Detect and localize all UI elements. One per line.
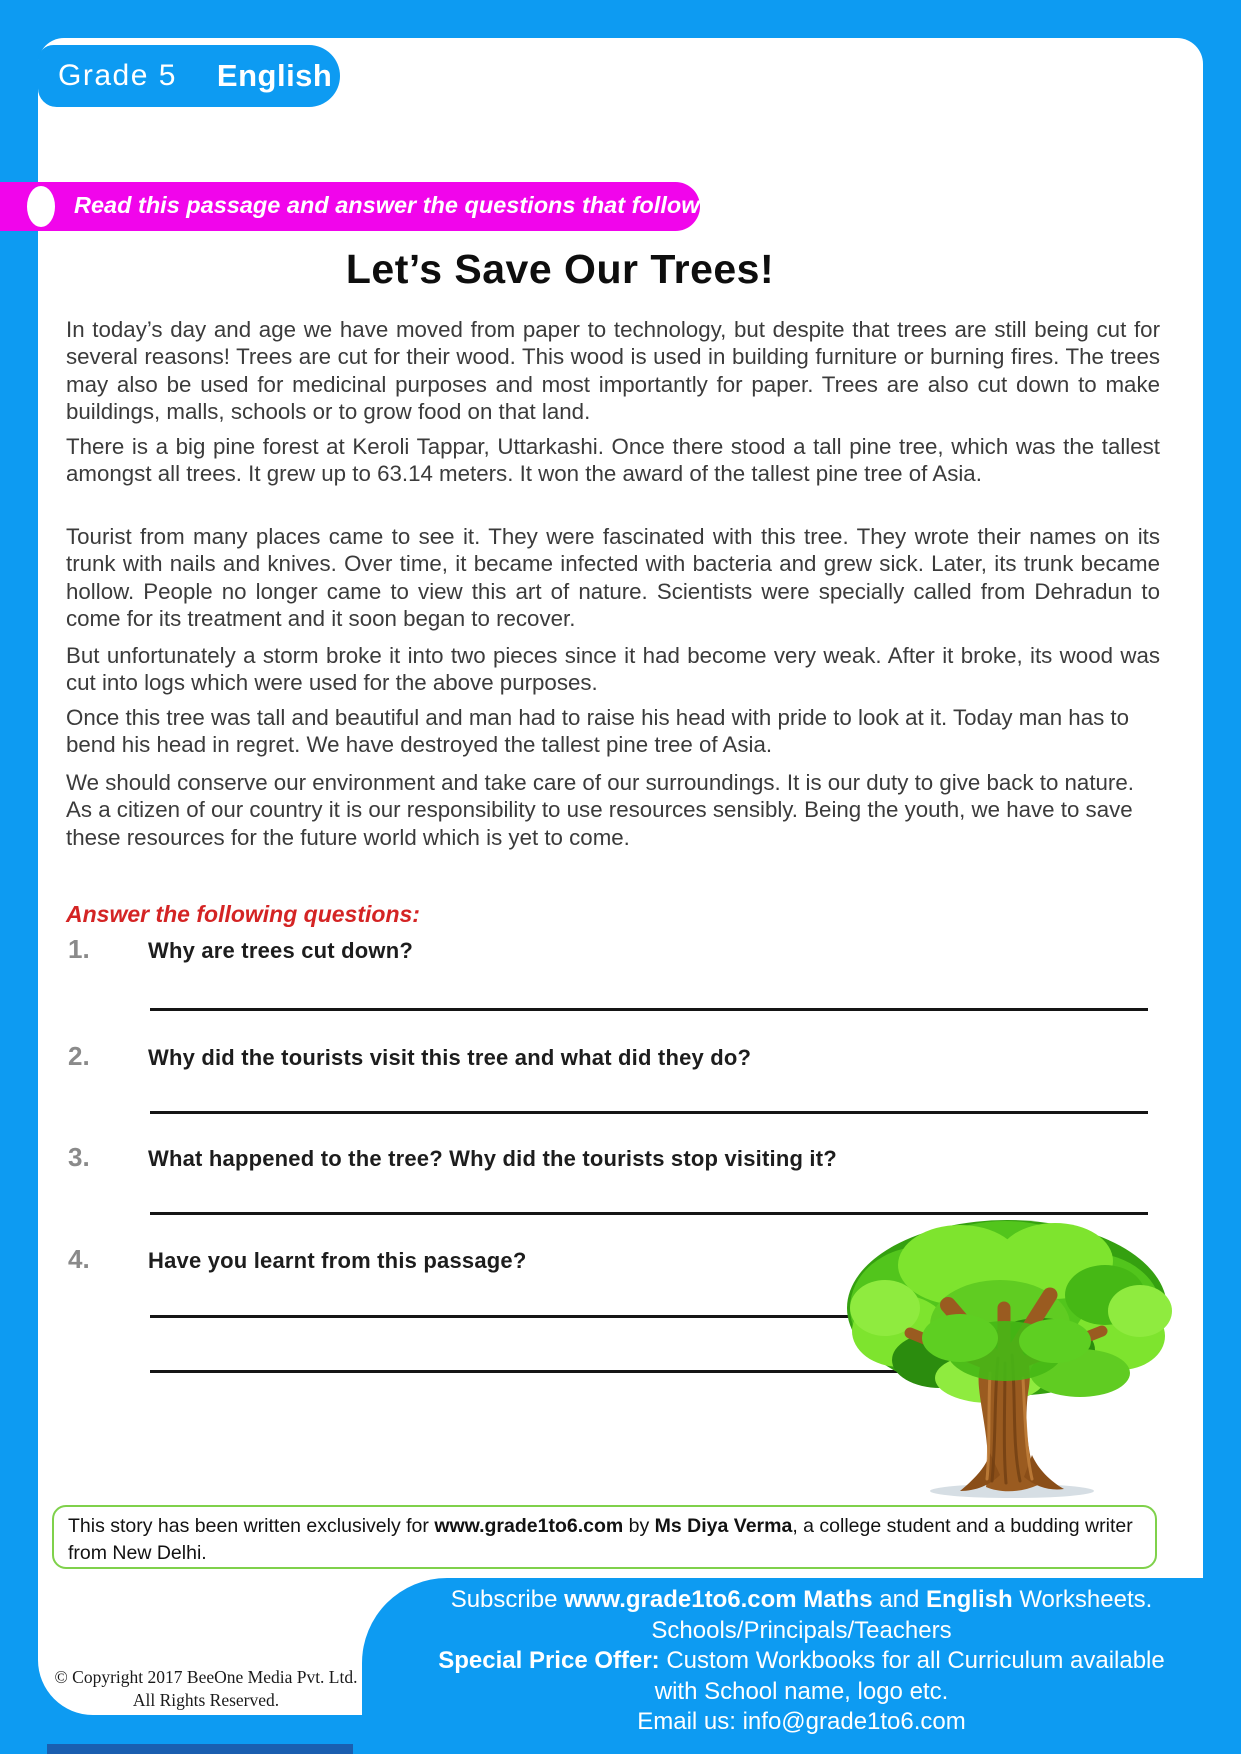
attribution-prefix: This story has been written exclusively for — [68, 1515, 435, 1537]
footer-panel — [362, 1578, 1241, 1754]
attribution-middle: by — [623, 1515, 655, 1537]
answer-line-2[interactable] — [150, 1111, 1148, 1114]
footer-audience-line: Schools/Principals/Teachers — [651, 1616, 952, 1644]
question-2-number: 2. — [68, 1041, 90, 1071]
answer-line-4b[interactable] — [150, 1370, 905, 1373]
question-3-text: What happened to the tree? Why did the tourists stop visiting it? — [148, 1146, 837, 1171]
navy-bottom-strip — [47, 1744, 353, 1754]
paragraph-4: But unfortunately a storm broke it into two pieces since it had become very weak. After it broke, its wood was cut into logs which were used for the above purposes. — [66, 643, 1160, 696]
questions-heading: Answer the following questions: — [66, 901, 420, 927]
footer-offer-text: Custom Workbooks for all Curriculum available — [659, 1647, 1165, 1675]
copyright-notice — [50, 1666, 362, 1712]
attribution-suffix: , a college student and a budding writer from New Delhi. — [68, 1515, 1133, 1564]
footer-subscribe-prefix: Subscribe — [450, 1586, 565, 1613]
footer-offer-line — [362, 1646, 1241, 1677]
paragraph-3: Tourist from many places came to see it. They were fascinated with this tree. They wrote their names on its trunk with nails and knives. Over time, it became infected with bacteria and grew sick. Later, its trunk became hollow. People no longer came to view this art of nature. Scientists were specially called from Dehradun to come for its treatment and it soon began to recover. — [66, 524, 1160, 632]
paragraph-2: There is a big pine forest at Keroli Tappar, Uttarkashi. Once there stood a tall pine tree, which was the tallest amongst all trees. It grew up to 63.14 meters. It won the award of the tallest pine tree of Asia. — [66, 434, 1160, 487]
passage-title: Let’s Save Our Trees! — [345, 246, 775, 292]
attribution-site: www.grade1to6.com — [434, 1515, 624, 1537]
footer-school-line: with School name, logo etc. — [654, 1677, 949, 1705]
tree-illustration-icon — [840, 1213, 1175, 1503]
copyright-line-2: All Rights Reserved. — [132, 1690, 280, 1710]
subject-label: English — [216, 58, 333, 93]
answer-line-4a[interactable] — [150, 1315, 905, 1318]
instruction-text: Read this passage and answer the questions that follows. — [74, 192, 720, 218]
attribution-author: Ms Diya Verma — [654, 1515, 793, 1537]
footer-site-maths: www.grade1to6.com Maths — [564, 1586, 873, 1613]
footer-subscribe-suffix: Worksheets. — [1012, 1586, 1153, 1613]
paragraph-5: Once this tree was tall and beautiful and man had to raise his head with pride to look at it. Today man has to bend his head in regret. We have destroyed the tallest pine tree of Asia. — [66, 705, 1130, 758]
banner-bullet-oval-icon — [27, 186, 55, 227]
question-1-text: Why are trees cut down? — [148, 938, 413, 963]
question-1-number: 1. — [68, 934, 90, 964]
header-pill — [38, 45, 340, 107]
footer-offer-label: Special Price Offer: — [438, 1647, 660, 1675]
grade-label: Grade 5 — [58, 59, 177, 92]
question-3-number: 3. — [68, 1142, 90, 1172]
copyright-line-1: © Copyright 2017 BeeOne Media Pvt. Ltd. — [54, 1667, 358, 1687]
footer-subscribe-mid: and — [872, 1586, 926, 1613]
paragraph-6: We should conserve our environment and take care of our surroundings. It is our duty to give back to nature. As a citizen of our country it is our responsibility to use resources sensibly. Being the youth, we have to save these resources for the future world which is yet to come. — [66, 770, 1134, 850]
footer-english-bold: English — [926, 1586, 1013, 1613]
footer-email-line: Email us: info@grade1to6.com — [637, 1708, 966, 1736]
attribution-box — [52, 1505, 1157, 1569]
footer-subscribe-line — [362, 1585, 1241, 1616]
question-2-text: Why did the tourists visit this tree and what did they do? — [148, 1045, 752, 1070]
paragraph-1: In today’s day and age we have moved from paper to technology, but despite that trees are still being cut for several reasons! Trees are cut for their wood. This wood is used in building furniture or burning fires. The trees may also be used for medicinal purposes and most importantly for paper. Trees are also cut down to make buildings, malls, schools or to grow food on that land. — [66, 317, 1160, 425]
answer-line-1[interactable] — [150, 1008, 1148, 1011]
instruction-banner — [0, 182, 720, 231]
question-4-number: 4. — [68, 1244, 90, 1274]
question-4-text: Have you learnt from this passage? — [148, 1248, 527, 1273]
